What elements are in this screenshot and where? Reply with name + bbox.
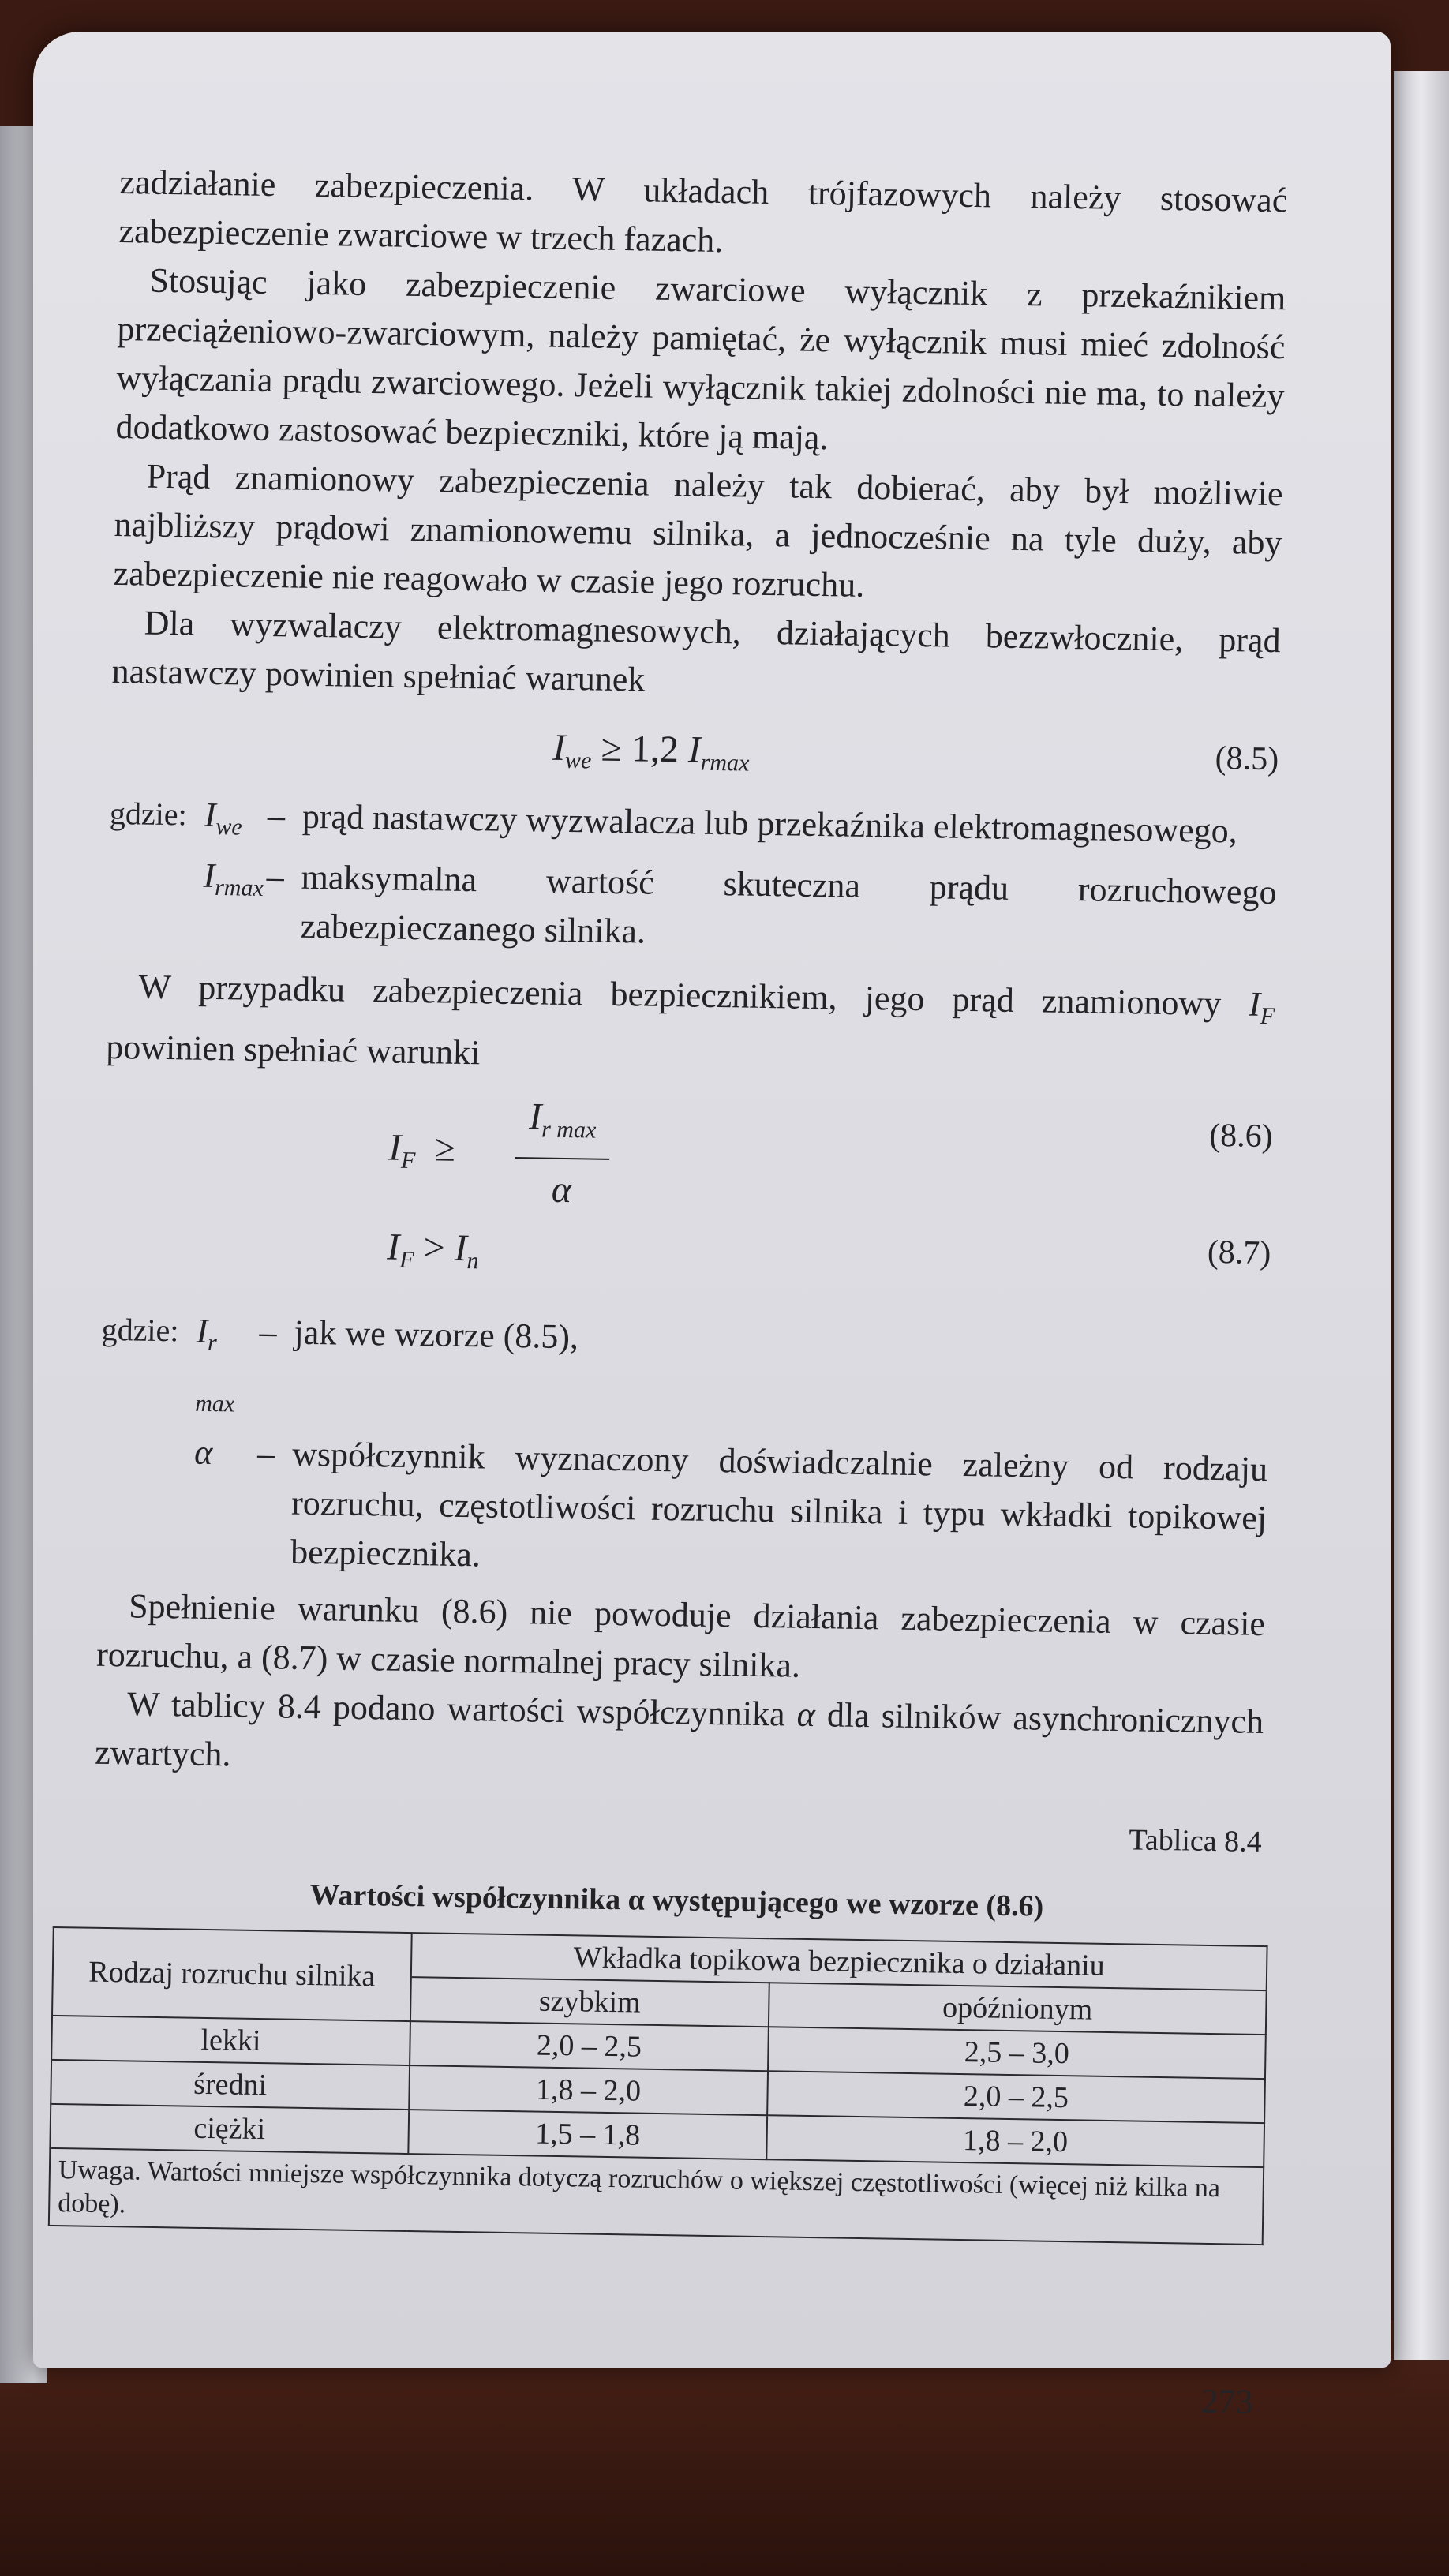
formula-8-7: $I_F > I_n$ (8.7)	[103, 1211, 1271, 1300]
paragraph-3: Prąd znamionowy zabezpieczenia należy tak dobierać, aby był możliwie najbliższy prądowi znamionowemu silnika, a jednocześnie na tyle duży, aby zabezpieczenie nie reagowało w czasie jego rozruchu.	[113, 456, 1283, 605]
table-row: ciężki 1,5 – 1,8 1,8 – 2,0	[50, 2104, 1264, 2167]
header-row-label: Rodzaj rozruchu silnika	[52, 1927, 412, 2021]
right-page-edges	[1394, 71, 1449, 2360]
table-row: średni 1,8 – 2,0 2,0 – 2,5	[51, 2060, 1265, 2123]
paragraph-7: W tablicy 8.4 podano wartości współczynnika α dla silników asynchronicznych zwartych.	[94, 1684, 1264, 1774]
formula-8-5: $I_{we} \ge 1,2$ $I_{rmax}$ (8.5)	[110, 709, 1279, 795]
paragraph-2: Stosując jako zabezpieczenie zwarciowe wyłącznik z przekaźnikiem przeciążeniowo-zwarciowym, należy pamiętać, że wyłącznik musi mieć zdolność wyłączania prądu zwarciowego. Jeżeli wyłącznik takiej zdolności nie ma, to należy dodatkowo zastosować bezpieczniki, które ją mają.	[115, 260, 1286, 458]
alpha-table	[48, 1926, 1268, 2245]
book-page	[33, 32, 1391, 2421]
table-title: Wartości współczynnika α występującego we wzorze (8.6)	[309, 1878, 1044, 1923]
formula-8-6: $I_F$ ≥ $I_{r max}$ α (8.6)	[103, 1086, 1273, 1222]
header-fast: szybkim	[410, 1977, 769, 2027]
definitions-1: gdzie: $I_{we}$ – prąd nastawczy wyzwalacza lub przekaźnika elektromagnesowego, $I_{rmax}$ – maksymalna wartość skuteczna prądu rozruchowego zabezpieczanego silnika.	[109, 795, 1277, 951]
equation-number: (8.6)	[1208, 1117, 1274, 1155]
table-label: Tablica 8.4	[1129, 1823, 1262, 1859]
equation-number: (8.5)	[1215, 739, 1279, 778]
page-content	[57, 158, 1288, 2421]
definitions-2: gdzie: $I_{r max}$ – jak we wzorze (8.5), α – współczynnik wyznaczony doświadczalnie zależny od rodzaju rozruchu, częstotliwości rozruchu silnika i typu wkładki topikowej bezpiecznika.	[101, 1311, 1268, 1574]
paragraph-5: W przypadku zabezpieczenia bezpiecznikiem, jego prąd znamionowy $I_F$ powinien spełniać warunki	[105, 967, 1275, 1073]
table-row: lekki 2,0 – 2,5 2,5 – 3,0	[51, 2016, 1266, 2079]
paragraph-1: zadziałanie zabezpieczenia. W układach trójfazowych należy stosować zabezpieczenie zwarciowe w trzech fazach.	[118, 162, 1288, 260]
fraction: $I_{r max}$ α	[514, 1092, 610, 1215]
paragraph-6: Spełnienie warunku (8.6) nie powoduje działania zabezpieczenia w czasie rozruchu, a (8.7) w czasie normalnej pracy silnika.	[95, 1586, 1266, 1685]
header-group: Wkładka topikowa bezpiecznika o działaniu	[411, 1933, 1267, 1990]
equation-number: (8.7)	[1207, 1234, 1271, 1272]
paragraph-4: Dla wyzwalaczy elektromagnesowych, działających bezzwłocznie, prąd nastawczy powinien spełniać warunek	[111, 603, 1281, 699]
header-slow: opóźnionym	[769, 1983, 1267, 2035]
table-note: Uwaga. Wartości mniejsze współczynnika dotyczą rozruchów o większej częstotliwości (więcej niż kilka na dobę).	[49, 2148, 1264, 2245]
page-number: 273	[1200, 2381, 1253, 2421]
